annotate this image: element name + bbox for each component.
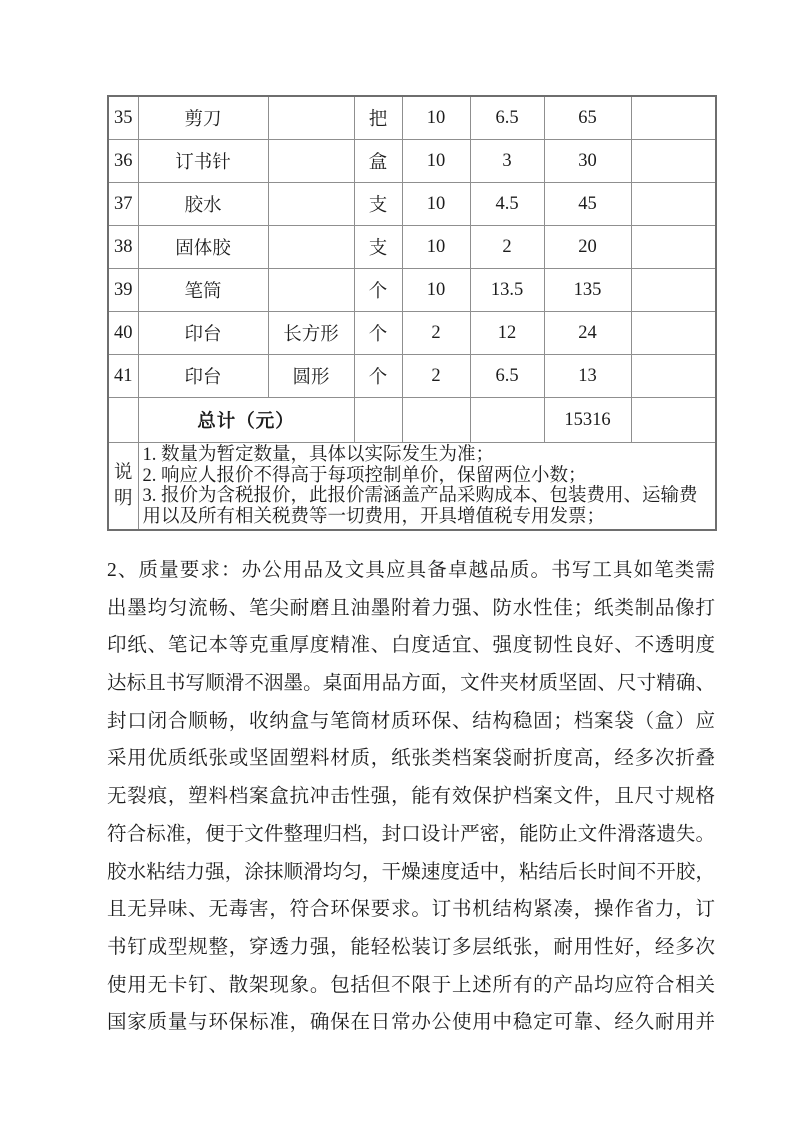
paragraph-line: 采用优质纸张或坚固塑料材质，纸张类档案袋耐折度高，经多次折叠 xyxy=(107,748,715,770)
paragraph-line: 封口闭合顺畅，收纳盒与笔筒材质环保、结构稳固；档案袋（盒）应 xyxy=(107,710,715,732)
cell-note xyxy=(631,183,716,226)
cell-spec: 圆形 xyxy=(268,355,354,398)
cell-price: 3 xyxy=(470,140,544,183)
cell-amount: 13 xyxy=(544,355,631,398)
table-row xyxy=(108,96,716,140)
page-content xyxy=(107,95,715,1042)
cell-amount: 30 xyxy=(544,140,631,183)
paragraph-line: 出墨均匀流畅、笔尖耐磨且油墨附着力强、防水性佳；纸类制品像打 xyxy=(107,597,715,619)
cell-spec xyxy=(268,183,354,226)
cell-seq: 36 xyxy=(108,140,138,183)
cell-amount: 45 xyxy=(544,183,631,226)
cell-name: 订书针 xyxy=(138,140,268,183)
cell-note xyxy=(631,96,716,140)
cell-price-empty xyxy=(470,398,544,443)
cell-qty: 10 xyxy=(402,226,470,269)
quality-requirements-paragraph xyxy=(107,552,715,1042)
table-row xyxy=(108,269,716,312)
cell-unit: 个 xyxy=(354,355,402,398)
notes-label: 说明 xyxy=(108,443,138,531)
paragraph-line: 达标且书写顺滑不洇墨。桌面用品方面，文件夹材质坚固、尺寸精确、 xyxy=(107,673,715,695)
paragraph-line: 国家质量与环保标准，确保在日常办公使用中稳定可靠、经久耐用并 xyxy=(107,1012,715,1034)
paragraph-line: 无裂痕，塑料档案盒抗冲击性强，能有效保护档案文件，且尺寸规格 xyxy=(107,786,715,808)
cell-amount: 135 xyxy=(544,269,631,312)
paragraph-line: 使用无卡钉、散架现象。包括但不限于上述所有的产品均应符合相关 xyxy=(107,974,715,996)
notes-row xyxy=(108,443,716,531)
cell-amount: 20 xyxy=(544,226,631,269)
cell-price: 6.5 xyxy=(470,355,544,398)
paragraph-line: 符合标准，便于文件整理归档，封口设计严密，能防止文件滑落遗失。 xyxy=(107,823,715,845)
paragraph-line: 2、质量要求：办公用品及文具应具备卓越品质。书写工具如笔类需 xyxy=(107,560,715,581)
cell-note xyxy=(631,226,716,269)
table-row xyxy=(108,226,716,269)
cell-spec: 长方形 xyxy=(268,312,354,355)
cell-name: 胶水 xyxy=(138,183,268,226)
table-row xyxy=(108,183,716,226)
cell-spec xyxy=(268,226,354,269)
cell-unit: 把 xyxy=(354,96,402,140)
cell-qty: 10 xyxy=(402,140,470,183)
cell-name: 剪刀 xyxy=(138,96,268,140)
cell-name: 印台 xyxy=(138,312,268,355)
cell-spec xyxy=(268,269,354,312)
cell-qty-empty xyxy=(402,398,470,443)
cell-price: 4.5 xyxy=(470,183,544,226)
cell-unit: 支 xyxy=(354,226,402,269)
supplies-table xyxy=(107,95,717,531)
cell-name: 笔筒 xyxy=(138,269,268,312)
cell-price: 6.5 xyxy=(470,96,544,140)
cell-unit: 个 xyxy=(354,312,402,355)
cell-unit: 盒 xyxy=(354,140,402,183)
cell-seq: 41 xyxy=(108,355,138,398)
cell-qty: 10 xyxy=(402,183,470,226)
cell-seq: 35 xyxy=(108,96,138,140)
cell-price: 13.5 xyxy=(470,269,544,312)
cell-note xyxy=(631,312,716,355)
cell-seq: 37 xyxy=(108,183,138,226)
cell-seq: 39 xyxy=(108,269,138,312)
total-label: 总计（元） xyxy=(138,398,354,443)
table-row xyxy=(108,140,716,183)
cell-qty: 10 xyxy=(402,96,470,140)
cell-note-empty xyxy=(631,398,716,443)
cell-spec xyxy=(268,96,354,140)
cell-unit: 支 xyxy=(354,183,402,226)
paragraph-line: 且无异味、无毒害，符合环保要求。订书机结构紧凑，操作省力，订 xyxy=(107,899,715,921)
note-item-2: 2. 响应人报价不得高于每项控制单价，保留两位小数； xyxy=(142,465,587,486)
note-item-3: 3. 报价为含税报价，此报价需涵盖产品采购成本、包装费用、运输费用以及所有相关税费等一切费用，开具增值税专用发票； xyxy=(142,486,698,527)
total-amount: 15316 xyxy=(544,398,631,443)
cell-unit-empty xyxy=(354,398,402,443)
paragraph-line: 胶水粘结力强，涂抹顺滑均匀，干燥速度适中，粘结后长时间不开胶， xyxy=(107,861,715,883)
note-item-1: 1. 数量为暂定数量，具体以实际发生为准； xyxy=(142,445,495,465)
cell-seq: 38 xyxy=(108,226,138,269)
cell-note xyxy=(631,269,716,312)
cell-qty: 2 xyxy=(402,312,470,355)
cell-spec xyxy=(268,140,354,183)
cell-qty: 10 xyxy=(402,269,470,312)
paragraph-line: 印纸、笔记本等克重厚度精准、白度适宜、强度韧性良好、不透明度 xyxy=(107,635,715,657)
cell-note xyxy=(631,140,716,183)
cell-price: 12 xyxy=(470,312,544,355)
cell-note xyxy=(631,355,716,398)
cell-name: 印台 xyxy=(138,355,268,398)
table-row xyxy=(108,312,716,355)
notes-content xyxy=(138,443,716,531)
cell-seq-empty xyxy=(108,398,138,443)
cell-price: 2 xyxy=(470,226,544,269)
cell-qty: 2 xyxy=(402,355,470,398)
cell-seq: 40 xyxy=(108,312,138,355)
paragraph-line: 书钉成型规整，穿透力强，能轻松装订多层纸张，耐用性好，经多次 xyxy=(107,936,715,958)
cell-amount: 24 xyxy=(544,312,631,355)
cell-amount: 65 xyxy=(544,96,631,140)
cell-unit: 个 xyxy=(354,269,402,312)
cell-name: 固体胶 xyxy=(138,226,268,269)
table-row xyxy=(108,355,716,398)
total-row xyxy=(108,398,716,443)
